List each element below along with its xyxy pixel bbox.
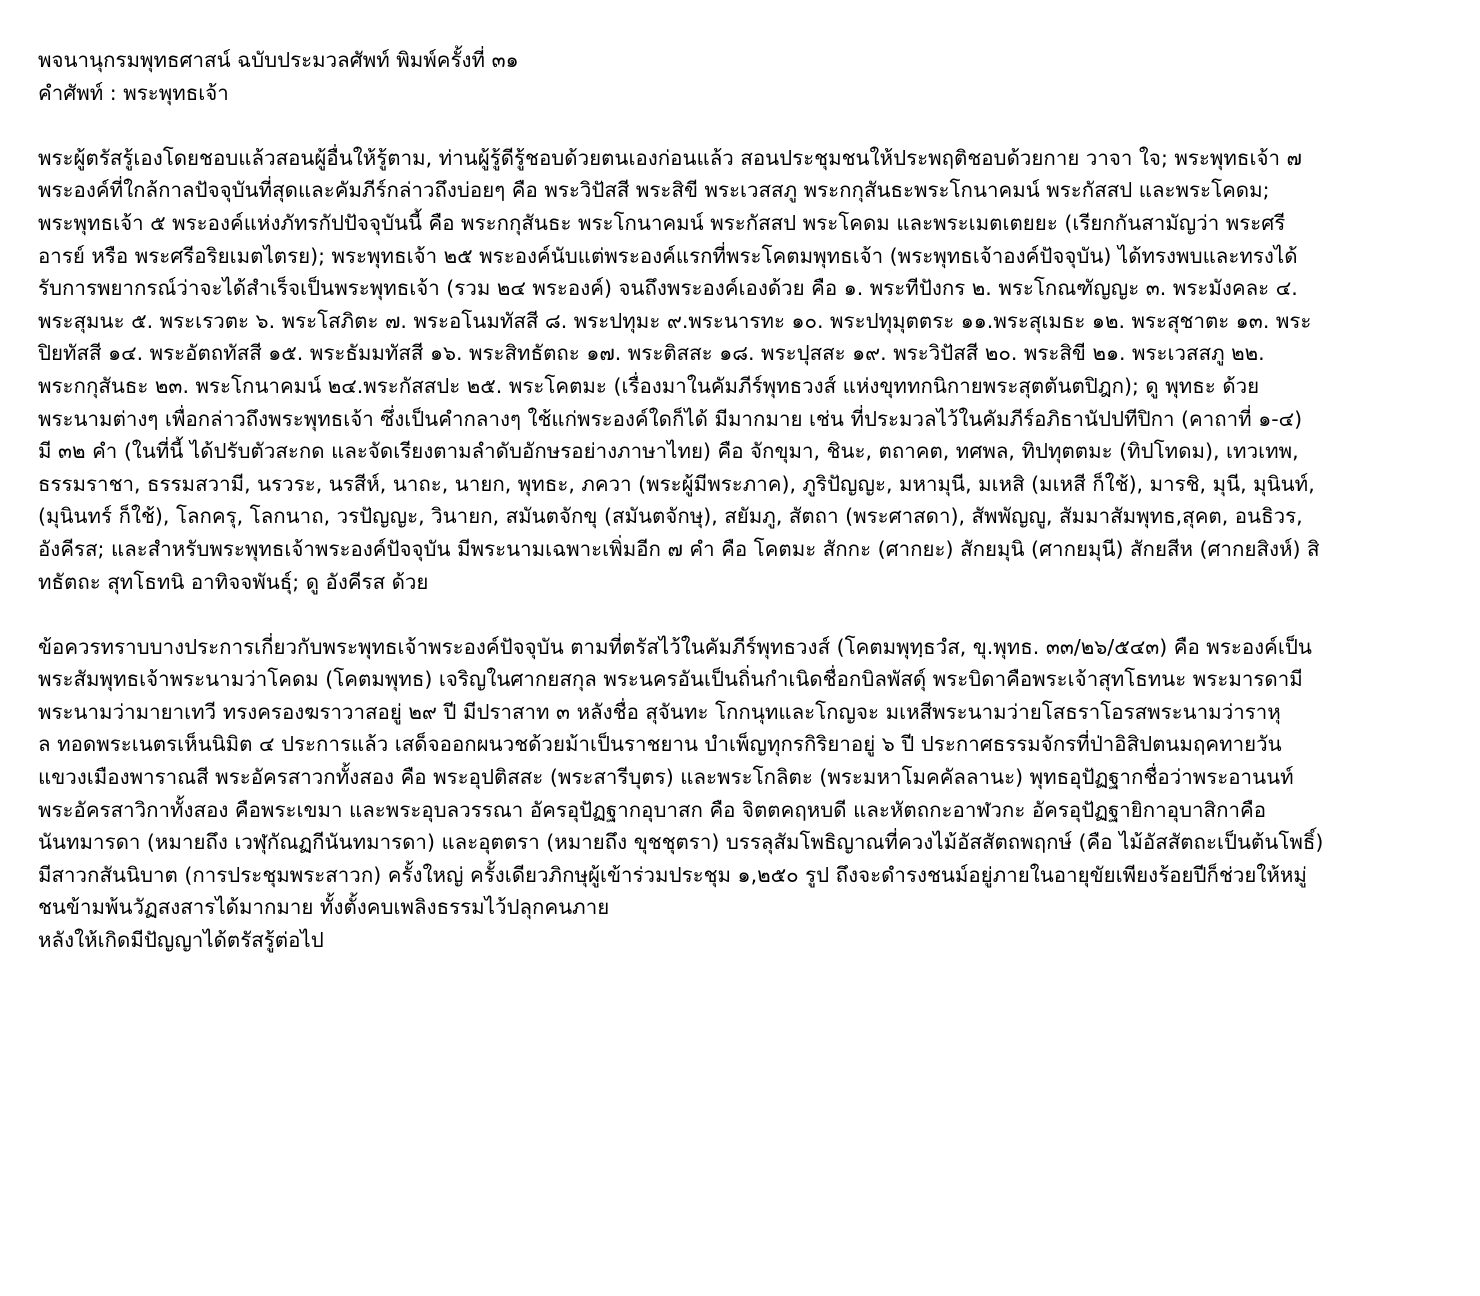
facts-line: แขวงเมืองพาราณสี พระอัครสาวกทั้งสอง คือ พระอุปติสสะ (พระสารีบุตร) และพระโกลิตะ (พระมหาโมคคัลลานะ) พุทธอุปัฏฐากชื่อว่าพระอานนท์ — [38, 765, 1294, 790]
definition-line: รับการพยากรณ์ว่าจะได้สำเร็จเป็นพระพุทธเจ้า (รวม ๒๔ พระองค์) จนถึงพระองค์เองด้วย คือ ๑. พระทีปังกร ๒. พระโกณฑัญญะ ๓. พระมังคละ ๔. — [38, 276, 1298, 301]
definition-line: อารย์ หรือ พระศรีอริยเมตไตรย); พระพุทธเจ้า ๒๕ พระองค์นับแต่พระองค์แรกที่พระโคตมพุทธเจ้า (พระพุทธเจ้าองค์ปัจจุบัน) ได้ทรงพบและทรงได้ — [38, 243, 1298, 268]
definition-line: ปิยทัสสี ๑๔. พระอัตถทัสสี ๑๕. พระธัมมทัสสี ๑๖. พระสิทธัตถะ ๑๗. พระติสสะ ๑๘. พระปุสสะ ๑๙. พระวิปัสสี ๒๐. พระสิขี ๒๑. พระเวสสภู ๒๒. — [38, 341, 1265, 366]
facts-line: ล ทอดพระเนตรเห็นนิมิต ๔ ประการแล้ว เสด็จออกผนวชด้วยม้าเป็นราชยาน บำเพ็ญทุกรกิริยาอยู่ ๖ ปี ประกาศธรรมจักรที่ป่าอิสิปตนมฤคทายวัน — [38, 732, 1282, 757]
definition-line: พระนามต่างๆ เพื่อกล่าวถึงพระพุทธเจ้า ซึ่งเป็นคำกลางๆ ใช้แก่พระองค์ใดก็ได้ มีมากมาย เช่น ที่ประมวลไว้ในคัมภีร์อภิธานัปปทีปิกา (คาถาที่ ๑-๔) — [38, 406, 1303, 431]
definition-line: ธรรมราชา, ธรรมสวามี, นรวระ, นรสีห์, นาถะ, นายก, พุทธะ, ภควา (พระผู้มีพระภาค), ภูริปัญญะ, มหามุนี, มเหสิ (มเหสี ก็ใช้), มารชิ, มุนี, มุนินท์, — [38, 471, 1315, 496]
spacer — [38, 598, 1448, 631]
dictionary-source-title: พจนานุกรมพุทธศาสน์ ฉบับประมวลศัพท์ พิมพ์ครั้งที่ ๓๑ — [38, 48, 519, 72]
definition-paragraph — [38, 142, 1448, 598]
facts-line: ชนข้ามพ้นวัฏสงสารได้มากมาย ทั้งตั้งคบเพลิงธรรมไว้ปลุกคนภาย — [38, 895, 610, 920]
definition-line: ทธัตถะ สุทโธทนิ อาทิจจพันธุ์; ดู อังคีรส ด้วย — [38, 569, 429, 594]
definition-line: อังคีรส; และสำหรับพระพุทธเจ้าพระองค์ปัจจุบัน มีพระนามเฉพาะเพิ่มอีก ๗ คำ คือ โคตมะ สักกะ (ศากยะ) สักยมุนิ (ศากยมุนี) สักยสีห (ศากยสิงห์) สิ — [38, 536, 1320, 561]
definition-line: พระพุทธเจ้า ๕ พระองค์แห่งภัทรกัปปัจจุบันนี้ คือ พระกกุสันธะ พระโกนาคมน์ พระกัสสป พระโคดม และพระเมตเตยยะ (เรียกกันสามัญว่า พระศรี — [38, 210, 1286, 235]
facts-line: พระอัครสาวิกาทั้งสอง คือพระเขมา และพระอุบลวรรณา อัครอุปัฏฐากอุบาสก คือ จิตตคฤหบดี และหัตถกะอาฬวกะ อัครอุปัฏฐายิกาอุบาสิกาคือ — [38, 797, 1267, 822]
definition-line: พระองค์ที่ใกล้กาลปัจจุบันที่สุดและคัมภีร์กล่าวถึงบ่อยๆ คือ พระวิปัสสี พระสิขี พระเวสสภู พระกกุสันธะพระโกนาคมน์ พระกัสสป และพระโคดม; — [38, 178, 1270, 203]
facts-line: มีสาวกสันนิบาต (การประชุมพระสาวก) ครั้งใหญ่ ครั้งเดียวภิกษุผู้เข้าร่วมประชุม ๑,๒๕๐ รูป ถึงจะดำรงชนม์อยู่ภายในอายุขัยเพียงร้อยปีก็ช่วยให้หมู่ — [38, 862, 1307, 887]
definition-line: พระผู้ตรัสรู้เองโดยชอบแล้วสอนผู้อื่นให้รู้ตาม, ท่านผู้รู้ดีรู้ชอบด้วยตนเองก่อนแล้ว สอนประชุมชนให้ประพฤติชอบด้วยกาย วาจา ใจ; พระพุทธเจ้า ๗ — [38, 145, 1302, 170]
definition-line: พระสุมนะ ๕. พระเรวตะ ๖. พระโสภิตะ ๗. พระอโนมทัสสี ๘. พระปทุมะ ๙.พระนารทะ ๑๐. พระปทุมุตตระ ๑๑.พระสุเมธะ ๑๒. พระสุชาตะ ๑๓. พระ — [38, 308, 1312, 333]
definition-line: พระกกุสันธะ ๒๓. พระโกนาคมน์ ๒๔.พระกัสสปะ ๒๕. พระโคตมะ (เรื่องมาในคัมภีร์พุทธวงส์ แห่งขุททกนิกายพระสุตตันตปิฎก); ดู พุทธะ ด้วย — [38, 373, 1260, 398]
spacer — [38, 109, 1448, 142]
facts-line: หลังให้เกิดมีปัญญาได้ตรัสรู้ต่อไป — [38, 928, 324, 953]
definition-line: มี ๓๒ คำ (ในที่นี้ ได้ปรับตัวสะกด และจัดเรียงตามลำดับอักษรอย่างภาษาไทย) คือ จักขุมา, ชินะ, ตถาคต, ทศพล, ทิปทุตตมะ (ทิปโทดม), เทวเทพ, — [38, 439, 1299, 464]
definition-line: (มุนินทร์ ก็ใช้), โลกครุ, โลกนาถ, วรปัญญะ, วินายก, สมันตจักขุ (สมันตจักษุ), สยัมภู, สัตถา (พระศาสดา), สัพพัญญู, สัมมาสัมพุทธ,สุคต, อนธิวร, — [38, 504, 1303, 529]
facts-line: พระสัมพุทธเจ้าพระนามว่าโคดม (โคตมพุทธ) เจริญในศากยสกุล พระนครอันเป็นถิ่นกำเนิดชื่อกบิลพัสดุ์ พระบิดาคือพระเจ้าสุทโธทนะ พระมารดามี — [38, 667, 1303, 692]
facts-paragraph — [38, 631, 1448, 957]
facts-line: พระนามว่ามายาเทวี ทรงครองฆราวาสอยู่ ๒๙ ปี มีปราสาท ๓ หลังชื่อ สุจันทะ โกกนุทและโกญจะ มเหสีพระนามว่ายโสธราโอรสพระนามว่าราหุ — [38, 699, 1281, 724]
term-heading: คำศัพท์ : พระพุทธเจ้า — [38, 80, 229, 105]
facts-line: ข้อควรทราบบางประการเกี่ยวกับพระพุทธเจ้าพระองค์ปัจจุบัน ตามที่ตรัสไว้ในคัมภีร์พุทธวงส์ (โคตมพุทฺธวํส, ขุ.พุทธ. ๓๓/๒๖/๕๔๓) คือ พระองค์เป็น — [38, 634, 1312, 659]
dictionary-entry — [38, 44, 1448, 957]
facts-line: นันทมารดา (หมายถึง เวฬุกัณฏกีนันทมารดา) และอุตตรา (หมายถึง ขุชชุตรา) บรรลุสัมโพธิญาณที่ควงไม้อัสสัตถพฤกษ์ (คือ ไม้อัสสัตถะเป็นต้นโพธิ์) — [38, 830, 1324, 855]
